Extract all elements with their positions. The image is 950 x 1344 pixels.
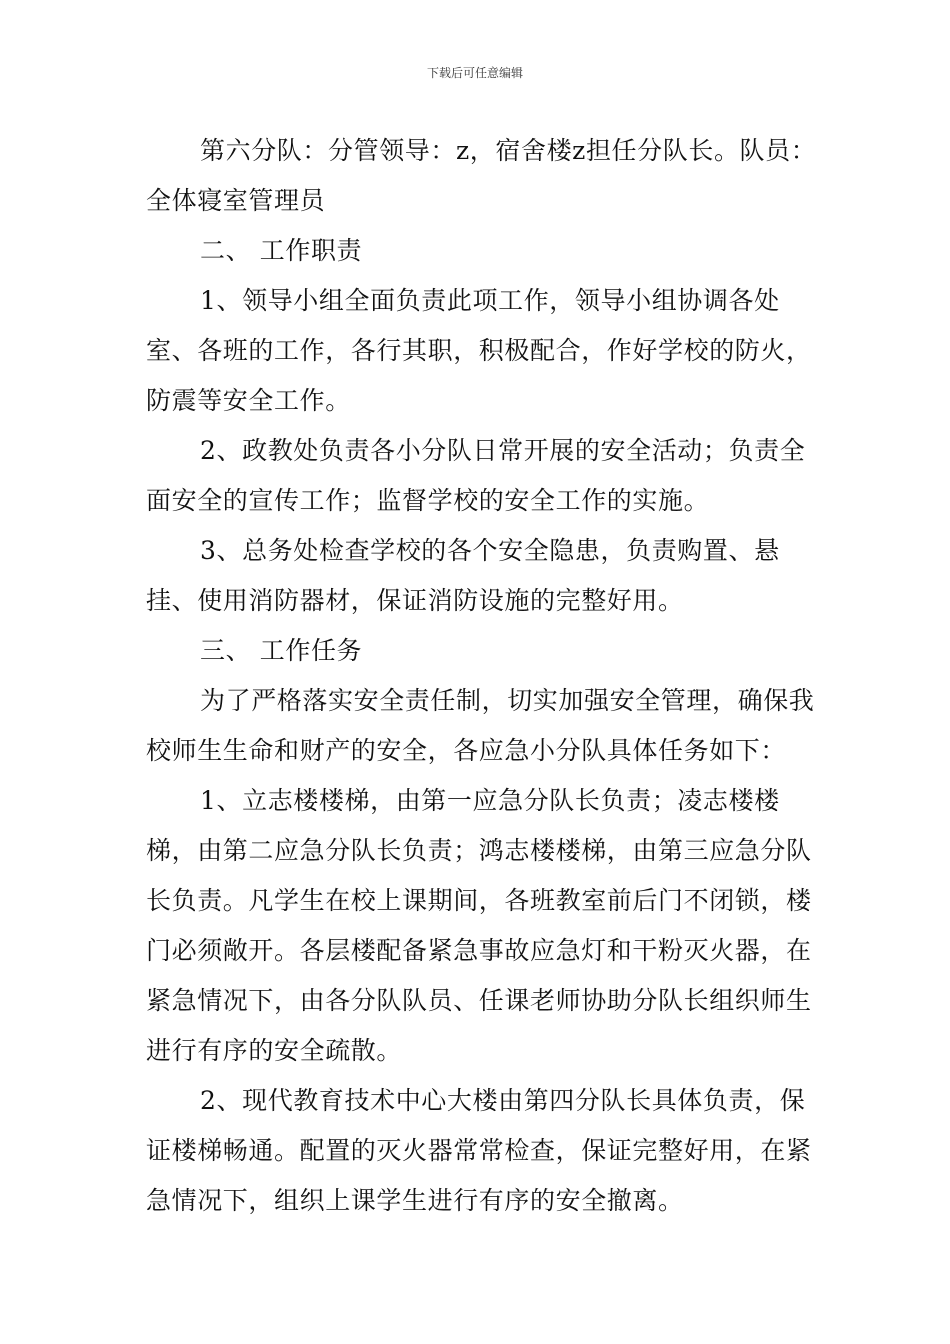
section-heading-tasks: 三、 工作任务 — [200, 636, 363, 665]
paragraph-tasks-intro: 为了严格落实安全责任制，切实加强安全管理，确保我校师生生命和财产的安全，各应急小分队具体任务如下： — [146, 686, 815, 765]
paragraph-duty-1: 1、领导小组全面负责此项工作，领导小组协调各处室、各班的工作，各行其职，积极配合，作好学校的防火，防震等安全工作。 — [146, 286, 812, 415]
paragraph-task-2: 2、现代教育技术中心大楼由第四分队长具体负责，保证楼梯畅通。配置的灭火器常常检查，保证完整好用，在紧急情况下，组织上课学生进行有序的安全撤离。 — [146, 1086, 812, 1215]
section-heading-duties: 二、 工作职责 — [200, 236, 363, 265]
paragraph-duty-2: 2、政教处负责各小分队日常开展的安全活动；负责全面安全的宣传工作；监督学校的安全工作的实施。 — [146, 436, 806, 515]
paragraph-team-six: 第六分队：分管领导：z，宿舍楼z担任分队长。队员：全体寝室管理员 — [146, 136, 817, 215]
paragraph-duty-3: 3、总务处检查学校的各个安全隐患，负责购置、悬挂、使用消防器材，保证消防设施的完整好用。 — [146, 536, 780, 615]
paragraph-task-1: 1、立志楼楼梯，由第一应急分队长负责；凌志楼楼梯，由第二应急分队长负责；鸿志楼楼梯，由第三应急分队长负责。凡学生在校上课期间，各班教室前后门不闭锁，楼门必须敞开。各层楼配备紧急事故应急灯和干粉灭火器，在紧急情况下，由各分队队员、任课老师协助分队长组织师生进行有序的安全疏散。 — [146, 786, 812, 1065]
page-header: 下载后可任意编辑 — [426, 66, 523, 80]
document-body — [146, 126, 818, 1226]
